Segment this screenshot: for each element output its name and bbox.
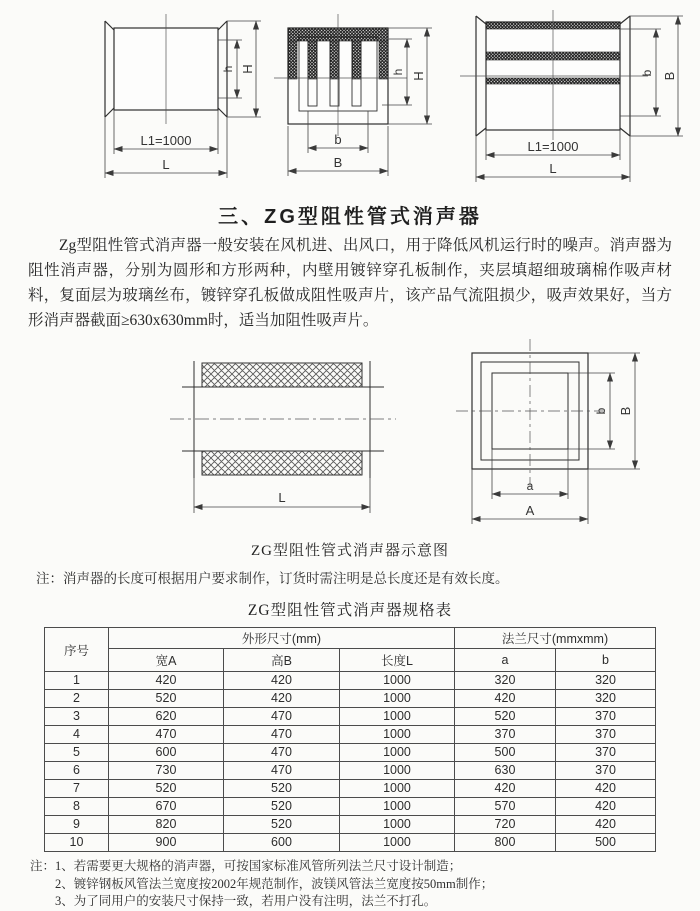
col-header-height-b: 高B: [223, 649, 339, 672]
table-row: [44, 780, 655, 798]
dim-label-b: b: [640, 69, 654, 77]
table-row: [44, 798, 655, 816]
table-cell: 520: [454, 708, 555, 726]
table-row: [44, 762, 655, 780]
dim-label-L: L: [549, 161, 557, 176]
table-cell: 670: [108, 798, 223, 816]
table-row: [44, 726, 655, 744]
table-cell: 820: [108, 816, 223, 834]
dim-label-L1: L1=1000: [527, 139, 579, 154]
table-cell: 420: [555, 780, 655, 798]
table-row: [44, 744, 655, 762]
table-cell: 370: [555, 708, 655, 726]
diagram-square-silencer-front: [272, 8, 447, 188]
table-cell: 420: [555, 816, 655, 834]
table-cell: 320: [555, 690, 655, 708]
table-cell: 4: [44, 726, 108, 744]
col-header-index: 序号: [44, 628, 108, 672]
table-cell: 420: [454, 690, 555, 708]
table-cell: 900: [108, 834, 223, 852]
table-cell: 520: [223, 798, 339, 816]
table-row: [44, 690, 655, 708]
table-cell: 630: [454, 762, 555, 780]
table-cell: 1000: [339, 672, 454, 690]
table-row: [44, 834, 655, 852]
col-header-flange-b: b: [555, 649, 655, 672]
table-cell: 2: [44, 690, 108, 708]
table-cell: 370: [555, 762, 655, 780]
spec-table-title: ZG型阻性管式消声器规格表: [247, 602, 453, 619]
col-group-flange-dims: 法兰尺寸(mmxmm): [454, 628, 655, 649]
table-cell: 520: [108, 780, 223, 798]
table-cell: 9: [44, 816, 108, 834]
table-cell: 730: [108, 762, 223, 780]
table-cell: 520: [223, 780, 339, 798]
footnote-3: 3、为了同用户的安装尺寸保持一致，若用户没有注明，法兰不打孔。: [55, 894, 437, 908]
col-header-flange-a: a: [454, 649, 555, 672]
intro-paragraph: Zg型阻性管式消声器一般安装在风机进、出风口，用于降低风机运行时的噪声。消声器为阻性消声器，分别为圆形和方形两种，内壁用镀锌穿孔板制作，夹层填超细玻璃棉作吸声材料，复面层为玻璃丝布，镀锌穿孔板做成阻性吸声片，该产品气流阻损少，吸声效果好，当方形消声器截面≥630x630mm时，适当加阻性吸声片。: [28, 237, 672, 329]
table-cell: 420: [555, 798, 655, 816]
dim-label-h: h: [390, 68, 405, 76]
col-header-width-a: 宽A: [108, 649, 223, 672]
diagram-round-silencer-side: [80, 8, 270, 188]
table-cell: 1000: [339, 690, 454, 708]
diagram-caption: ZG型阻性管式消声器示意图: [251, 543, 449, 559]
dim-label-B: B: [618, 406, 633, 416]
table-cell: 620: [108, 708, 223, 726]
dim-label-A: A: [525, 503, 535, 518]
table-cell: 420: [223, 672, 339, 690]
table-cell: 1000: [339, 762, 454, 780]
table-cell: 470: [223, 708, 339, 726]
table-cell: 1: [44, 672, 108, 690]
table-cell: 1000: [339, 744, 454, 762]
table-cell: 1000: [339, 726, 454, 744]
table-cell: 1000: [339, 798, 454, 816]
diagram-square-cross-section: [450, 339, 690, 529]
col-group-outer-dims: 外形尺寸(mm): [108, 628, 454, 649]
table-cell: 1000: [339, 708, 454, 726]
table-row: [44, 672, 655, 690]
table-cell: 600: [108, 744, 223, 762]
table-cell: 1000: [339, 780, 454, 798]
spec-table: [44, 627, 656, 852]
dim-label-B: B: [662, 71, 677, 81]
table-cell: 800: [454, 834, 555, 852]
table-cell: 420: [108, 672, 223, 690]
table-cell: 520: [108, 690, 223, 708]
table-cell: 470: [223, 726, 339, 744]
table-cell: 370: [454, 726, 555, 744]
table-cell: 470: [223, 762, 339, 780]
footnote-1: 注：1、若需要更大规格的消声器，可按国家标准风管所列法兰尺寸设计制造；: [30, 859, 462, 873]
table-cell: 600: [223, 834, 339, 852]
table-cell: 420: [223, 690, 339, 708]
table-cell: 1000: [339, 816, 454, 834]
table-cell: 7: [44, 780, 108, 798]
dim-label-h: h: [221, 65, 235, 73]
table-cell: 320: [454, 672, 555, 690]
spec-table-head: [44, 628, 655, 672]
dim-label-b: b: [594, 407, 608, 415]
table-cell: 420: [454, 780, 555, 798]
table-cell: 500: [555, 834, 655, 852]
table-cell: 520: [223, 816, 339, 834]
dim-label-B: B: [333, 155, 342, 170]
dim-label-H: H: [240, 64, 255, 74]
dim-label-L: L: [278, 490, 286, 505]
dim-label-L1: L1=1000: [140, 133, 192, 148]
table-cell: 10: [44, 834, 108, 852]
table-cell: 370: [555, 726, 655, 744]
table-cell: 6: [44, 762, 108, 780]
top-diagram-row: [0, 0, 700, 190]
table-cell: 3: [44, 708, 108, 726]
table-cell: 500: [454, 744, 555, 762]
diagram-note: 注：消声器的长度可根据用户要求制作，订货时需注明是总长度还是有效长度。: [36, 571, 509, 586]
mid-diagram-row: [0, 333, 700, 531]
table-cell: 5: [44, 744, 108, 762]
dim-label-a: a: [526, 479, 534, 493]
diagram-splitter-silencer-side: [448, 8, 698, 188]
spec-table-body: [44, 672, 655, 852]
dim-label-b: b: [333, 132, 342, 147]
table-cell: 570: [454, 798, 555, 816]
table-cell: 320: [555, 672, 655, 690]
table-cell: 8: [44, 798, 108, 816]
diagram-duct-section: [148, 339, 408, 529]
table-row: [44, 708, 655, 726]
table-cell: 470: [223, 744, 339, 762]
footnote-2: 2、镀锌钢板风管法兰宽度按2002年规范制作，波镁风管法兰宽度按50mm制作；: [55, 876, 494, 891]
section-title: 三、ZG型阻性管式消声器: [218, 206, 482, 228]
dim-label-H: H: [410, 71, 426, 81]
table-row: [44, 816, 655, 834]
table-cell: 720: [454, 816, 555, 834]
footnotes: [30, 858, 700, 911]
table-cell: 1000: [339, 834, 454, 852]
col-header-length-l: 长度L: [339, 649, 454, 672]
table-cell: 470: [108, 726, 223, 744]
table-cell: 370: [555, 744, 655, 762]
dim-label-L: L: [162, 157, 170, 172]
